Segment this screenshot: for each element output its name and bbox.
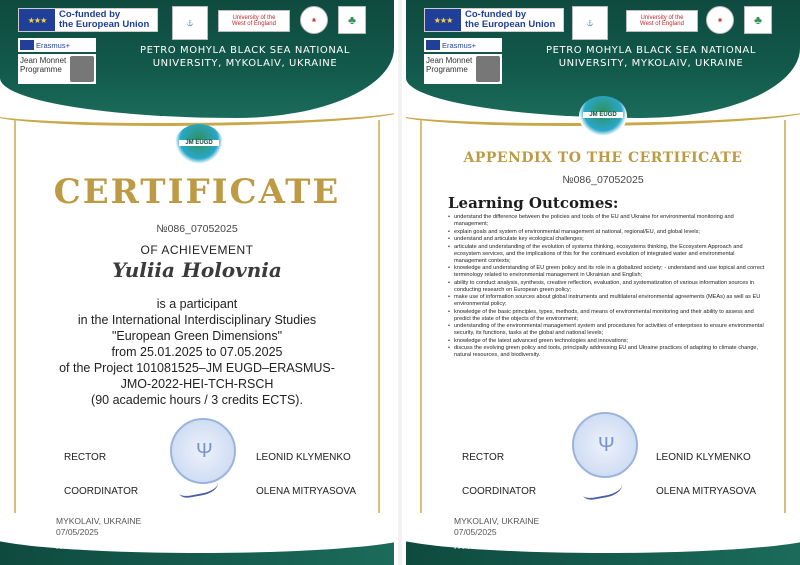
body-line: in the International Interdisciplinary Studies	[77, 313, 317, 327]
appendix-title: APPENDIX TO THE CERTIFICATE	[463, 150, 743, 166]
eu-flag-icon: ★★★	[19, 9, 55, 31]
coordinator-name: OLENA MITRYASOVA	[656, 486, 757, 497]
coordinator-label: COORDINATOR	[64, 486, 139, 497]
jean-monnet-portrait	[476, 56, 500, 82]
eu-flag-icon	[20, 40, 34, 50]
project-logo	[579, 96, 627, 136]
page-divider	[398, 0, 402, 565]
footer-place: MYKOLAIV, UKRAINE	[454, 516, 540, 526]
rector-label: RECTOR	[64, 452, 107, 463]
footer-date: 07/05/2025	[454, 527, 497, 537]
body-line: from 25.01.2025 to 07.05.2025	[111, 345, 283, 359]
learning-outcomes-heading: Learning Outcomes:	[448, 194, 619, 212]
appendix-number: №086_07052025	[562, 174, 644, 186]
trident-icon: Ψ	[598, 434, 615, 456]
header-gold-line	[0, 96, 394, 126]
list-item: • discuss the evolving green policy and tools, principally addressing EU and Ukraine practices of adapting to climate change, natural resources, and biodiversity.	[448, 345, 768, 359]
learning-outcomes-list	[448, 214, 768, 360]
jean-monnet-logo	[18, 54, 96, 84]
trident-icon: Ψ	[196, 440, 213, 462]
list-item: • make use of information sources about global instruments and multilateral environmental agreements (MEAs) as well as EU environmental policy;	[448, 294, 768, 308]
list-item: • understanding of the environmental management system and procedures for activities of enterprises to ensure environmental security, its functions, tasks at the global and national levels;	[448, 323, 768, 337]
project-logo-label: JM EUGD	[583, 112, 623, 118]
footer-url: HTTPS://EUGREENDIMENSIONS.CHMNU.EDU.UA	[454, 541, 665, 551]
footer-date: 07/05/2025	[56, 527, 99, 537]
list-item: • understand the difference between the policies and tools of the EU and Ukraine for environmental monitoring and management;	[448, 214, 768, 228]
clover-logo: ♣	[338, 6, 366, 34]
university-name	[110, 44, 380, 70]
university-line1: PETRO MOHYLA BLACK SEA NATIONAL	[545, 45, 757, 56]
project-logo	[175, 124, 223, 164]
eu-cofunded-logo	[424, 8, 564, 32]
jean-monnet-logo	[424, 54, 502, 84]
list-item: • understand and articulate key ecological challenges;	[448, 236, 768, 243]
list-item: • knowledge of the latest advanced green technologies and innovations;	[448, 338, 768, 345]
body-line: of the Project 101081525–JM EUGD–ERASMUS-	[59, 361, 335, 375]
uwe-logo	[218, 10, 290, 32]
jean-line1: Jean Monnet	[426, 56, 473, 65]
erasmus-label: Erasmus+	[36, 40, 70, 50]
jean-line2: Programme	[426, 65, 468, 74]
appendix-page	[406, 0, 800, 565]
university-line2: UNIVERSITY, MYKOLAIV, UKRAINE	[558, 58, 744, 69]
uwe-line2: West of England	[640, 21, 684, 27]
footer-url: HTTPS://EUGREENDIMENSIONS.CHMNU.EDU.UA	[56, 541, 267, 551]
jean-monnet-portrait	[70, 56, 94, 82]
official-seal	[572, 412, 638, 478]
university-crest-logo: ⚓	[172, 6, 208, 40]
eu-line2: the European Union	[465, 19, 556, 30]
eu-line2: the European Union	[59, 19, 150, 30]
rector-name: LEONID KLYMENKO	[656, 452, 751, 463]
list-item: • ability to conduct analysis, synthesis, creative reflection, evaluation, and systematization of various information sources in conducting research on European green policy;	[448, 280, 768, 294]
erasmus-label: Erasmus+	[442, 40, 476, 50]
eu-line1: Co-funded by	[59, 9, 121, 20]
body-line: is a participant	[156, 297, 238, 311]
university-name	[516, 44, 786, 70]
eu-flag-icon	[426, 40, 440, 50]
recipient-name: Yuliia Holovnia	[112, 258, 282, 282]
uwe-line1: University of the	[232, 15, 276, 21]
clover-logo: ♣	[744, 6, 772, 34]
footer-place: MYKOLAIV, UKRAINE	[56, 516, 142, 526]
university-line1: PETRO MOHYLA BLACK SEA NATIONAL	[139, 45, 351, 56]
certificate-title: CERTIFICATE	[53, 172, 341, 212]
jean-line2: Programme	[20, 65, 62, 74]
rector-name: LEONID KLYMENKO	[256, 452, 351, 463]
coordinator-name: OLENA MITRYASOVA	[256, 486, 357, 497]
list-item: • explain goals and system of environmental management at national, regional/EU, and global levels;	[448, 229, 768, 236]
coordinator-signature	[580, 473, 623, 502]
list-item: • knowledge of the basic principles, types, methods, and means of environmental monitoring and their ability to assess and predict the state of the objects of the environment;	[448, 309, 768, 323]
university-crest-logo: ⚓	[572, 6, 608, 40]
project-logo-label: JM EUGD	[179, 140, 219, 146]
university-line2: UNIVERSITY, MYKOLAIV, UKRAINE	[152, 58, 338, 69]
of-achievement: OF ACHIEVEMENT	[140, 243, 254, 257]
erasmus-logo	[424, 38, 502, 52]
erasmus-logo	[18, 38, 96, 52]
uwe-line2: West of England	[232, 21, 276, 27]
seal-logo: ❀	[706, 6, 734, 34]
body-line: (90 academic hours / 3 credits ECTS).	[91, 393, 303, 407]
eu-line1: Co-funded by	[465, 9, 527, 20]
body-line: "European Green Dimensions"	[111, 329, 283, 343]
certificate-page	[0, 0, 394, 565]
jean-line1: Jean Monnet	[20, 56, 67, 65]
uwe-logo	[626, 10, 698, 32]
certificate-body	[0, 296, 394, 408]
list-item: • knowledge and understanding of EU green policy and its role in a globalized society; - understand and use topical and correct terminology related to environmental management in Ukrainian and English;	[448, 265, 768, 279]
eu-cofunded-logo	[18, 8, 158, 32]
body-line: JMO-2022-HEI-TCH-RSCH	[120, 377, 274, 391]
seal-logo: ❀	[300, 6, 328, 34]
eu-flag-icon: ★★★	[425, 9, 461, 31]
coordinator-label: COORDINATOR	[462, 486, 537, 497]
certificate-number: №086_07052025	[156, 223, 238, 235]
rector-label: RECTOR	[462, 452, 505, 463]
uwe-line1: University of the	[640, 15, 684, 21]
list-item: • articulate and understanding of the evolution of systems thinking, ecosystems thinking, the Ecosystem Approach and ecosystem services, and the implications of this for the continued evolution of integrated water and environmental management contexts;	[448, 244, 768, 265]
